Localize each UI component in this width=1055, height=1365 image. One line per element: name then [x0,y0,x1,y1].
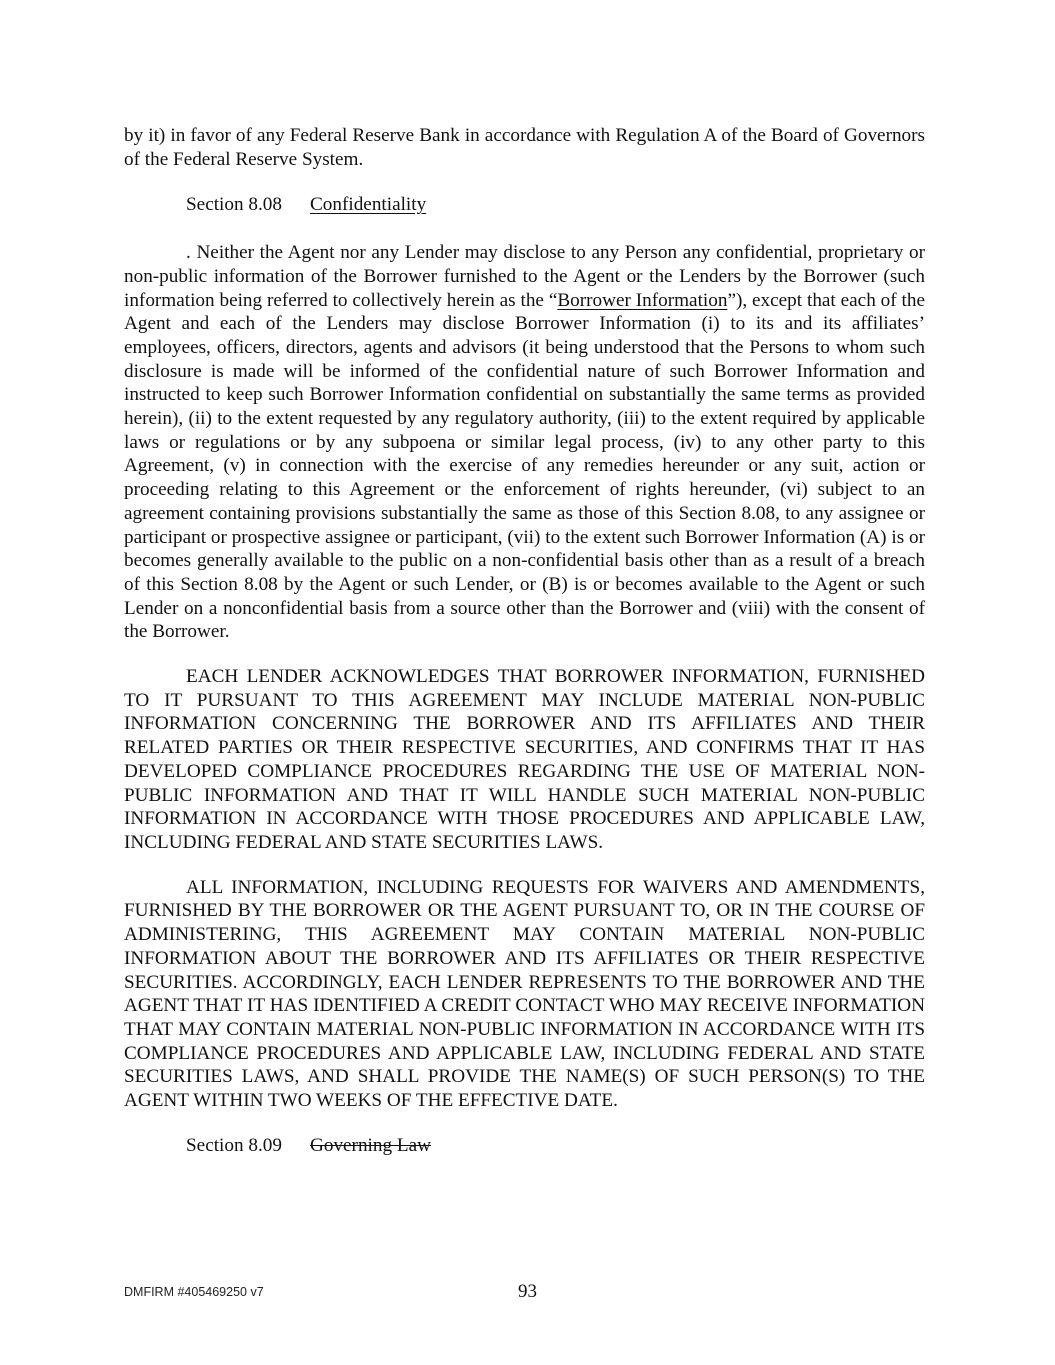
confidentiality-paragraph [124,241,925,644]
section-8-09-title: Governing Law [310,1134,431,1156]
acknowledgement-paragraph: EACH LENDER ACKNOWLEDGES THAT BORROWER INFORMATION, FURNISHED TO IT PURSUANT TO THIS AGREEMENT MAY INCLUDE MATERIAL NON-PUBLIC INFORMATION CONCERNING THE BORROWER AND ITS AFFILIATES AND THEIR RELATED PARTIES OR THEIR RESPECTIVE SECURITIES, AND CONFIRMS THAT IT HAS DEVELOPED COMPLIANCE PROCEDURES REGARDING THE USE OF MATERIAL NON-PUBLIC INFORMATION AND THAT IT WILL HANDLE SUCH MATERIAL NON-PUBLIC INFORMATION IN ACCORDANCE WITH THOSE PROCEDURES AND APPLICABLE LAW, INCLUDING FEDERAL AND STATE SECURITIES LAWS. [124,666,925,853]
document-page [124,124,925,1157]
confidentiality-text-rest: ”), except that each of the Agent and each of the Lenders may disclose Borrower Information (i) to its and its affiliates’ employees, officers, directors, agents and advisors (it being understood that the Persons to whom such disclosure is made will be informed of the confidential nature of such Borrower Information and instructed to keep such Borrower Information confidential on substantially the same terms as provided herein), (ii) to the extent requested by any regulatory authority, (iii) to the extent required by applicable laws or regulations or by any subpoena or similar legal process, (iv) to any other party to this Agreement, (v) in connection with the exercise of any remedies hereunder or any suit, action or proceeding relating to this Agreement or the enforcement of rights hereunder, (vi) subject to an agreement containing provisions substantially the same as those of this Section 8.08, to any assignee or participant or prospective assignee or participant, (vii) to the extent such Borrower Information (A) is or becomes generally available to the public on a non-confidential basis other than as a result of a breach of this Section 8.08 by the Agent or such Lender, or (B) is or becomes available to the Agent or such Lender on a nonconfidential basis from a source other than the Borrower and (viii) with the consent of the Borrower. [124,289,925,643]
all-information-paragraph: ALL INFORMATION, INCLUDING REQUESTS FOR WAIVERS AND AMENDMENTS, FURNISHED BY THE BORROWER OR THE AGENT PURSUANT TO, OR IN THE COURSE OF ADMINISTERING, THIS AGREEMENT MAY CONTAIN MATERIAL NON-PUBLIC INFORMATION ABOUT THE BORROWER AND ITS AFFILIATES OR THEIR RESPECTIVE SECURITIES. ACCORDINGLY, EACH LENDER REPRESENTS TO THE BORROWER AND THE AGENT THAT IT HAS IDENTIFIED A CREDIT CONTACT WHO MAY RECEIVE INFORMATION THAT MAY CONTAIN MATERIAL NON-PUBLIC INFORMATION IN ACCORDANCE WITH ITS COMPLIANCE PROCEDURES AND APPLICABLE LAW, INCLUDING FEDERAL AND STATE SECURITIES LAWS, AND SHALL PROVIDE THE NAME(S) OF SUCH PERSON(S) TO THE AGENT WITHIN TWO WEEKS OF THE EFFECTIVE DATE. [124,876,925,1112]
section-8-08-number: Section 8.08 [186,194,282,216]
document-id: DMFIRM #405469250 v7 [124,1285,264,1299]
section-8-09-number: Section 8.09 [186,1134,282,1156]
continuation-paragraph: by it) in favor of any Federal Reserve Bank in accordance with Regulation A of the Board of Governors of the Federal Reserve System. [124,125,925,170]
section-8-09-heading [124,1134,925,1158]
confidentiality-text-start: . Neither the Agent nor any Lender may disclose to any Person any confidential, proprietary or non-public information of the Borrower furnished to the Agent or the Lenders by the Borrower (such information being referred to collectively herein as the “ [124,242,925,311]
section-8-08-title: Confidentiality [310,194,427,216]
borrower-information-term: Borrower Information [557,289,728,311]
page-number: 93 [518,1281,537,1302]
section-8-08-heading [124,193,925,217]
